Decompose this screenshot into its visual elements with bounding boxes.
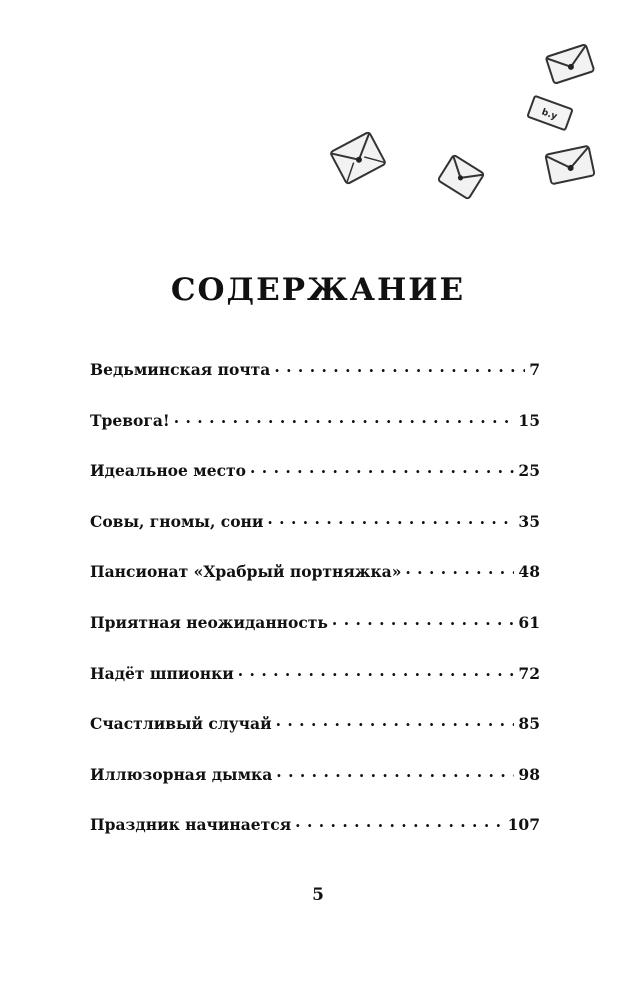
toc-entry[interactable] [90,557,540,587]
toc-entry-page: 98 [518,764,540,784]
envelope-icon [327,129,388,187]
toc-entry[interactable] [90,608,540,638]
page-title: СОДЕРЖАНИЕ [170,272,466,308]
toc-entry-page: 85 [518,714,540,734]
envelope-icon [525,93,575,132]
toc-entry-title: Надёт шпионки [90,663,234,683]
toc-dot-leader [295,807,503,837]
envelope-decoration [0,0,636,230]
toc-entry-page: 61 [518,612,540,632]
toc-entry-page: 48 [518,562,540,582]
toc-entry[interactable] [90,659,540,689]
toc-entry-title: Совы, гномы, сони [90,511,264,531]
toc-entry-page: 7 [529,360,540,379]
page-number: 5 [312,885,324,905]
toc-dot-leader [274,352,525,382]
envelope-icon [435,152,487,202]
toc-entry[interactable] [90,355,540,385]
toc-entry-title: Приятная неожиданность [90,612,328,632]
toc-entry-title: Тревога! [90,410,170,430]
toc-entry[interactable] [90,507,540,537]
toc-entry-page: 72 [518,663,540,683]
toc-entry[interactable] [90,760,540,790]
toc-entry-page: 15 [518,410,540,430]
toc-entry-title: Идеальное место [90,461,246,481]
toc-dot-leader [332,605,515,635]
table-of-contents [90,355,540,861]
toc-dot-leader [238,656,515,686]
envelope-icon [543,143,597,186]
toc-dot-leader [405,554,514,584]
toc-entry[interactable] [90,456,540,486]
toc-entry-title: Праздник начинается [90,815,292,835]
toc-dot-leader [276,706,515,736]
toc-entry-title: Пансионат «Храбрый портняжка» [90,562,402,582]
toc-dot-leader [250,453,514,483]
toc-dot-leader [276,757,514,787]
toc-dot-leader [267,504,514,534]
toc-entry-title: Счастливый случай [90,714,272,734]
toc-entry[interactable] [90,709,540,739]
envelope-icon [543,42,597,87]
toc-entry[interactable] [90,810,540,840]
toc-dot-leader [174,403,515,433]
toc-entry[interactable] [90,406,540,436]
svg-text:b.y: b.y [540,107,559,123]
toc-entry-title: Иллюзорная дымка [90,764,273,784]
toc-entry-page: 25 [518,461,540,481]
toc-entry-page: 107 [507,815,540,835]
toc-entry-page: 35 [518,511,540,531]
toc-entry-title: Ведьминская почта [90,360,271,379]
